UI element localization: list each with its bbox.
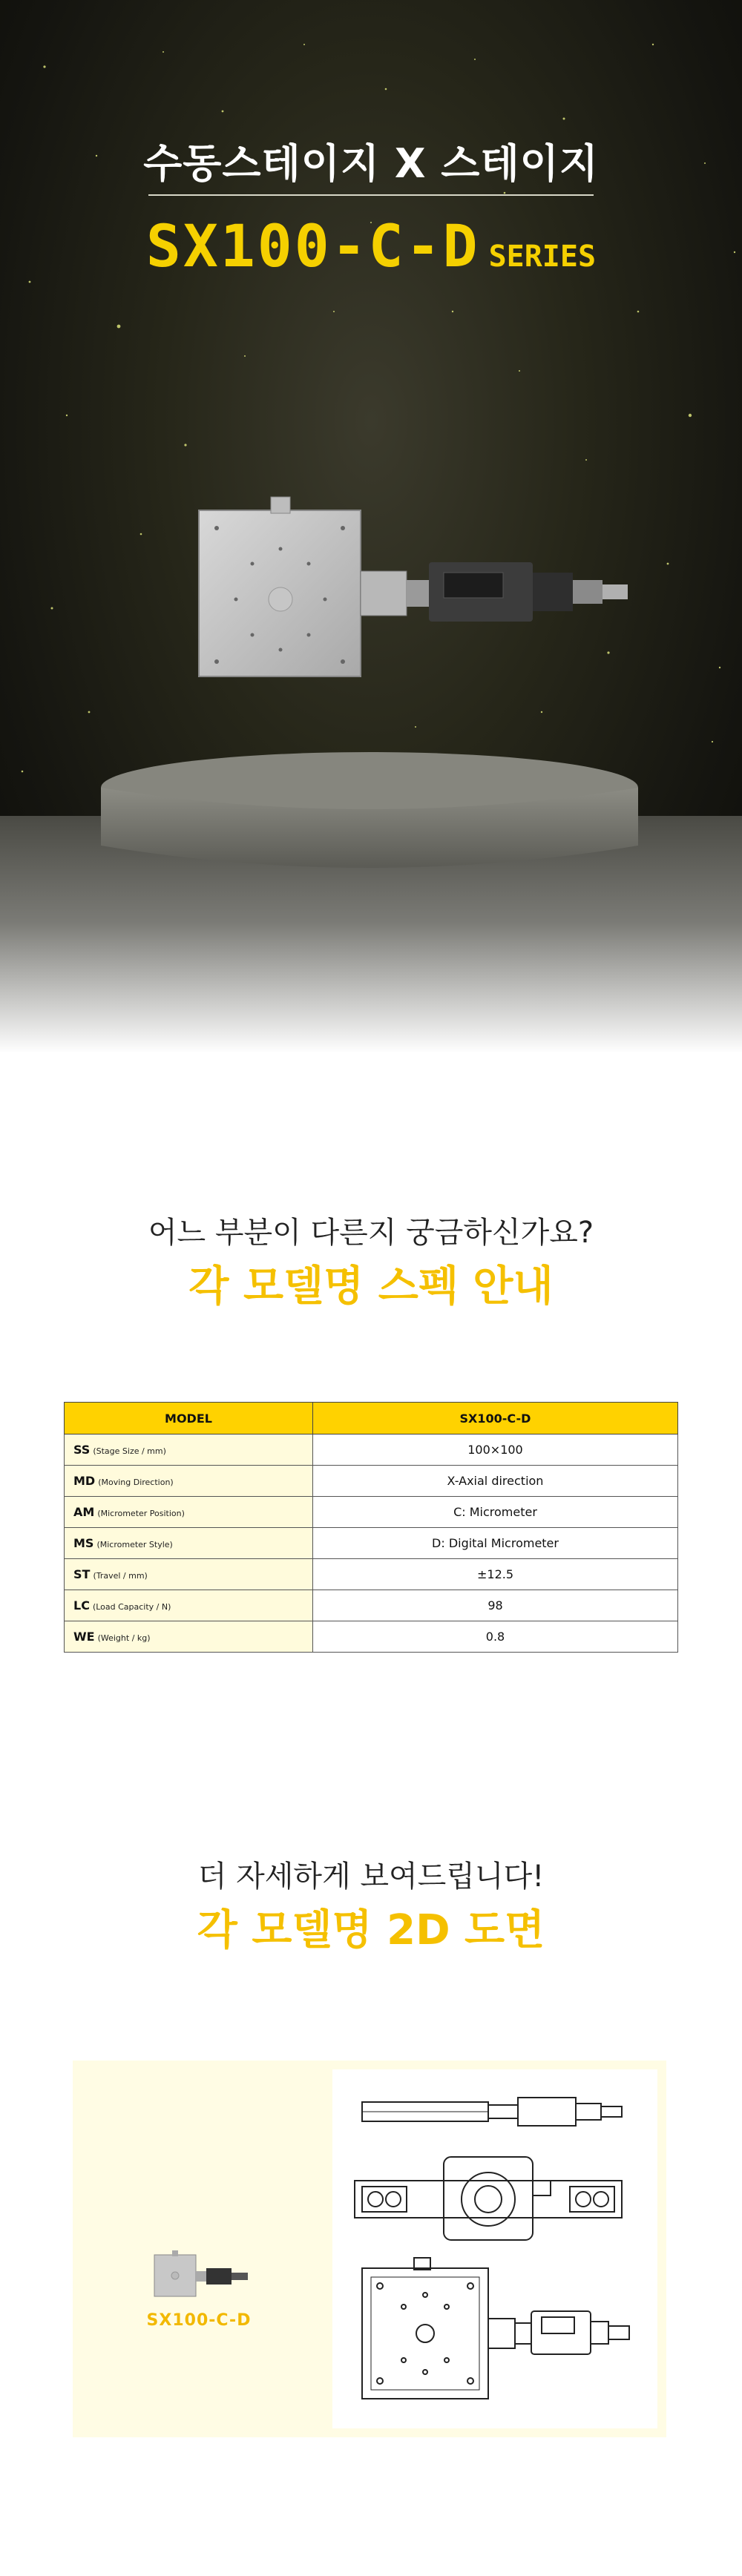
row-value: 100×100 — [313, 1434, 678, 1466]
header-model-value: SX100-C-D — [313, 1403, 678, 1434]
hero-product-render — [0, 445, 742, 1053]
row-desc: (Weight / kg) — [97, 1633, 151, 1643]
table-row — [65, 1466, 678, 1497]
row-label — [65, 1590, 313, 1621]
row-code: MD — [73, 1474, 96, 1488]
model-number: SX100-C-D — [145, 214, 480, 280]
row-label — [65, 1434, 313, 1466]
row-code: SS — [73, 1443, 91, 1457]
row-value: D: Digital Micrometer — [313, 1528, 678, 1559]
table-row — [65, 1590, 678, 1621]
row-value: X-Axial direction — [313, 1466, 678, 1497]
row-code: MS — [73, 1536, 94, 1550]
table-row — [65, 1497, 678, 1528]
table-row — [65, 1621, 678, 1653]
table-row — [65, 1528, 678, 1559]
micrometer-collar — [361, 571, 407, 616]
row-code: AM — [73, 1505, 95, 1519]
row-code: ST — [73, 1567, 91, 1581]
row-label — [65, 1621, 313, 1653]
table-row — [65, 1434, 678, 1466]
row-code: WE — [73, 1630, 95, 1644]
drawing-subtitle: 더 자세하게 보여드립니다! — [197, 1859, 545, 1894]
hero-divider — [148, 194, 594, 196]
row-value: 0.8 — [313, 1621, 678, 1653]
row-desc: (Stage Size / mm) — [93, 1446, 166, 1456]
drawing-heading: 각 모델명 2D 도면 — [197, 1906, 545, 1954]
row-value: ±12.5 — [313, 1559, 678, 1590]
drawing-front-view — [355, 2157, 622, 2240]
row-desc: (Micrometer Style) — [96, 1540, 173, 1549]
row-value: C: Micrometer — [313, 1497, 678, 1528]
row-desc: (Micrometer Position) — [97, 1509, 185, 1518]
spec-subtitle: 어느 부분이 다른지 궁금하신가요? — [148, 1216, 594, 1250]
row-label — [65, 1466, 313, 1497]
hero-title: 수동스테이지 X 스테이지 — [143, 140, 599, 187]
product-label: SX100-C-D — [146, 2311, 252, 2330]
product-thumbnail — [139, 2246, 258, 2305]
row-desc: (Load Capacity / N) — [92, 1602, 171, 1612]
hero-banner — [0, 0, 742, 1053]
spec-heading: 각 모델명 스펙 안내 — [188, 1262, 554, 1311]
table-row — [65, 1559, 678, 1590]
hero-model-name — [0, 214, 742, 280]
row-value: 98 — [313, 1590, 678, 1621]
model-series-suffix: SERIES — [488, 240, 597, 274]
row-label — [65, 1528, 313, 1559]
row-desc: (Moving Direction) — [98, 1478, 174, 1487]
spec-table-header — [65, 1403, 678, 1434]
row-label — [65, 1559, 313, 1590]
header-model: MODEL — [65, 1403, 313, 1434]
spec-table — [64, 1402, 678, 1653]
2d-drawing-sheet — [332, 2069, 657, 2428]
row-desc: (Travel / mm) — [93, 1571, 148, 1581]
2d-technical-drawing — [332, 2069, 657, 2428]
drawing-side-view — [362, 2098, 622, 2126]
row-label — [65, 1497, 313, 1528]
row-code: LC — [73, 1598, 90, 1613]
drawing-top-view — [362, 2258, 629, 2399]
drawing-panel — [73, 2061, 666, 2437]
